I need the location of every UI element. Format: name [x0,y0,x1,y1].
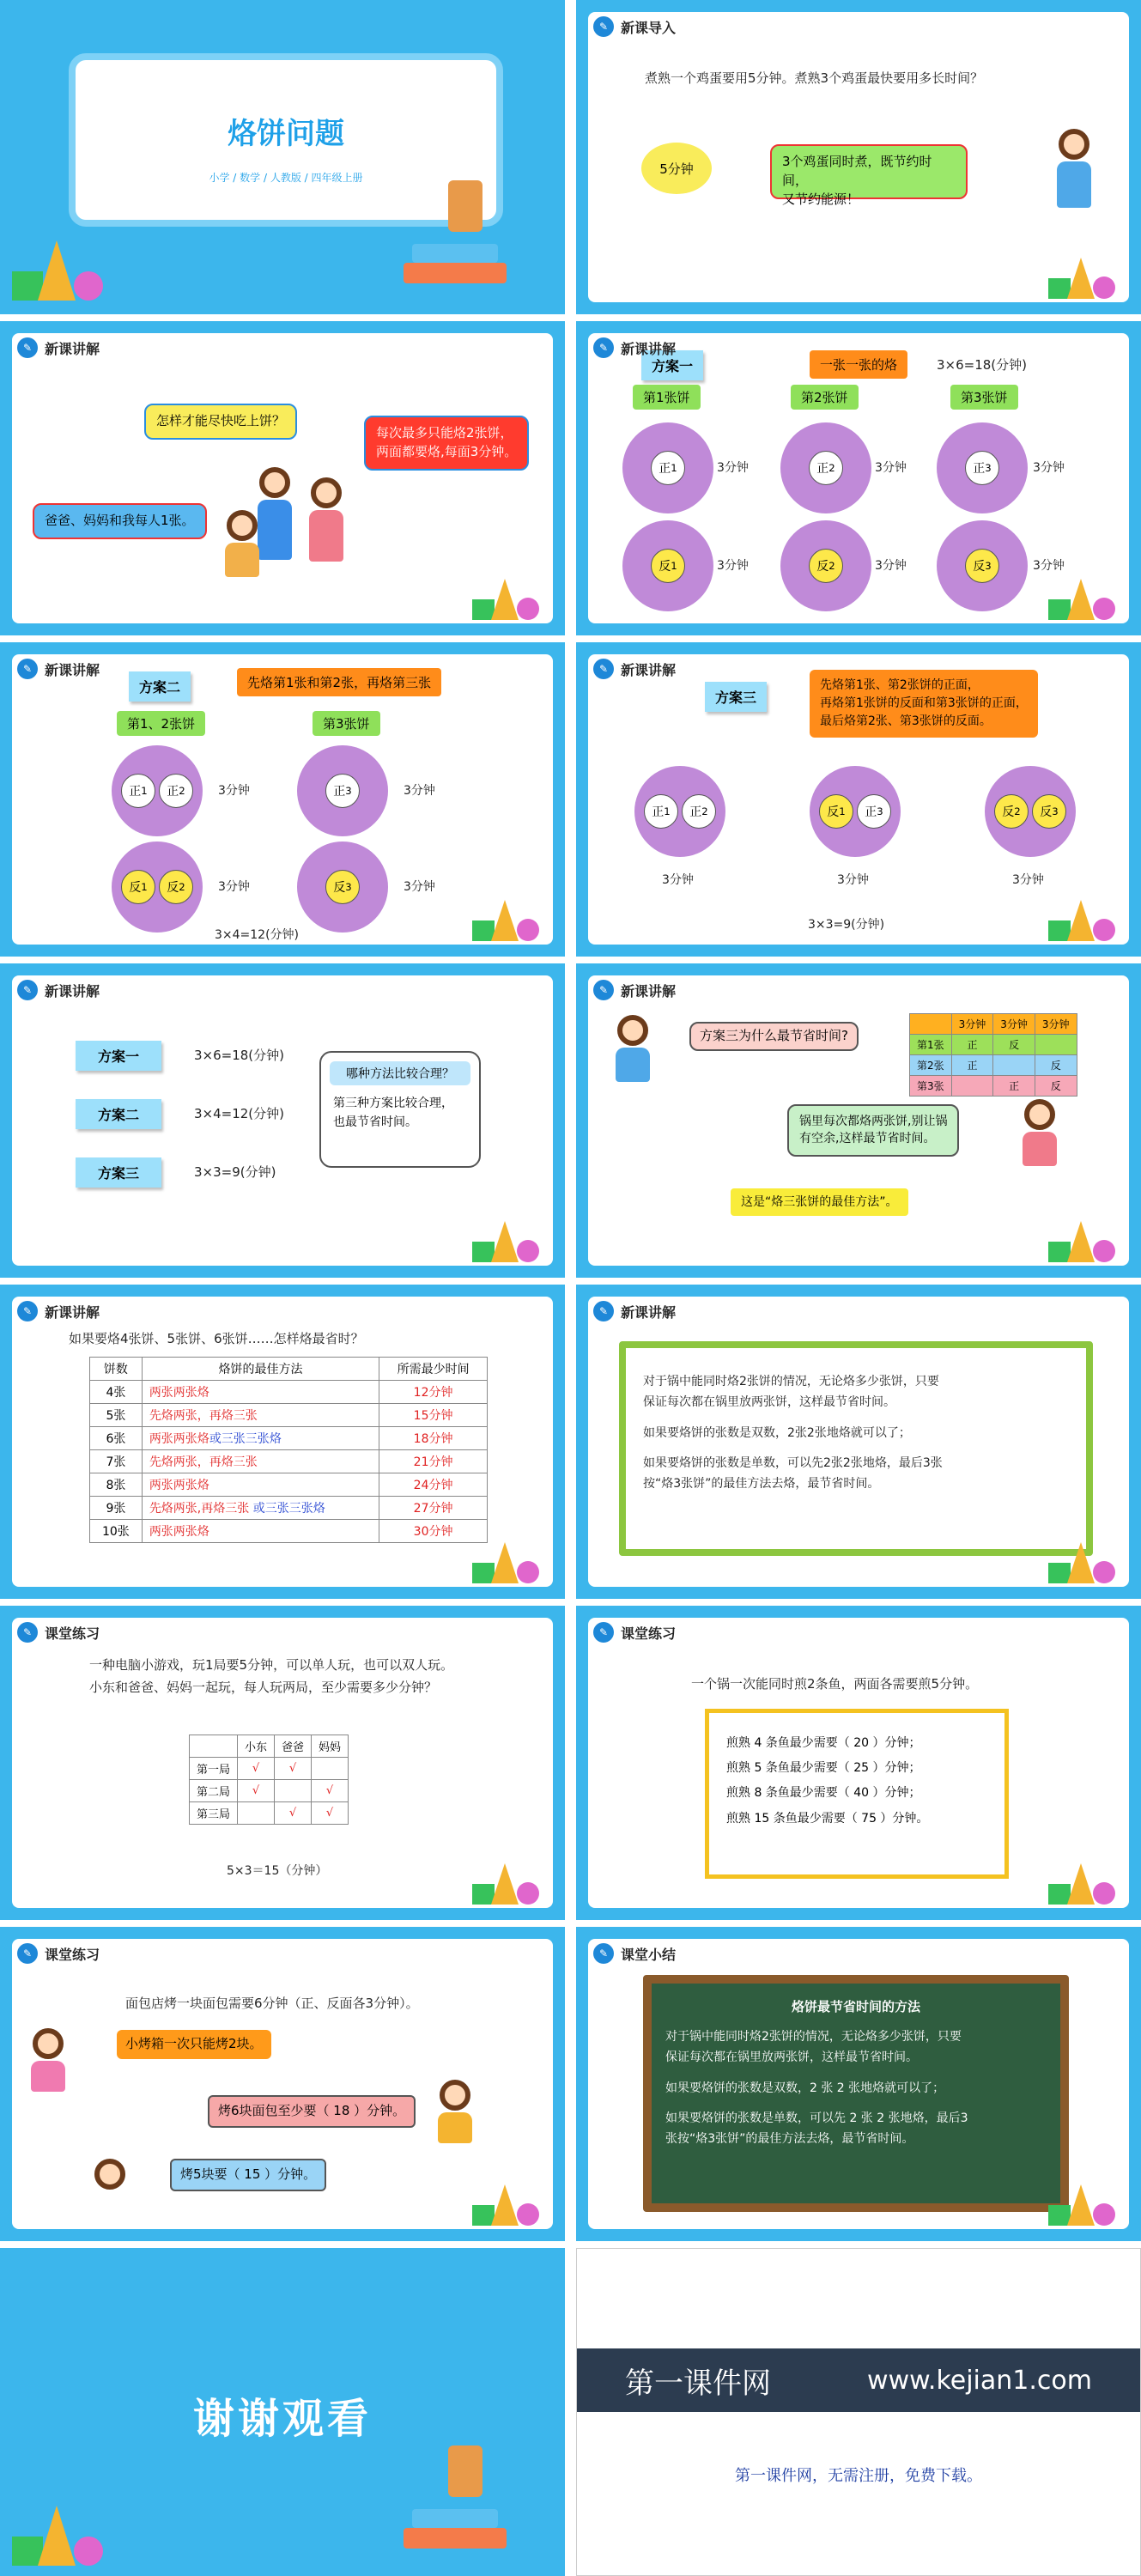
rule-line: 如果要烙饼的张数是单数，可以先2张2张地烙，最后3张 [643,1456,943,1471]
table-header-row: 3分钟 3分钟 3分钟 [910,1014,1077,1035]
slide-plan-3 [576,642,1141,957]
family-bubble: 爸爸、妈妈和我每人1张。 [33,503,207,539]
child-figure [225,510,259,577]
slide-header [588,12,676,41]
pancake: 正 3 [325,774,360,808]
slide-pattern-table [0,1285,565,1599]
chalk-line: 对于锅中能同时烙2张饼的情况，无论烙多少张饼，只要 [665,2030,962,2044]
header-label: 新课讲解 [45,1303,100,1321]
shapes-deco [1048,896,1117,941]
time-label: 3分钟 [218,880,250,894]
slide-header [588,333,676,362]
shapes-deco [1048,1860,1117,1905]
girl-figure [616,1015,650,1082]
slide-header [588,654,676,683]
pan-1-back [622,520,713,611]
problem-text: 面包店烤一块面包需要6分钟（正、反面各3分钟）。 [125,1996,419,2011]
chalk-line: 张按“烙3张饼”的最佳方法去烙，最节省时间。 [665,2132,914,2147]
slide-header [12,333,100,362]
pancake: 反 1 [121,870,155,904]
time-label: 3分钟 [404,784,435,798]
brand-footer: 第一课件网，无需注册，免费下载。 [735,2467,982,2485]
shapes-deco [1048,1539,1117,1583]
books-illustration [395,2445,524,2549]
shapes-deco [472,2181,541,2226]
shapes-deco [472,896,541,941]
answer-line-2: 有空余,这样最节省时间。 [799,1132,936,1146]
pancake: 正 1 [644,794,678,829]
answer-bubble-2: 烤5块要（ 15 ）分钟。 [170,2159,326,2191]
header-label: 课堂小结 [621,1946,677,1963]
table-header-row: 小东 爸爸 妈妈 [190,1735,349,1758]
table-row: 第1张 正 反 [910,1035,1077,1055]
chalkboard [643,1975,1069,2212]
pan-3-back [297,841,388,933]
badge-icon: ✎ [593,16,614,37]
plan-1-tag: 方案一 [76,1041,161,1071]
slide-summary-rule [576,1285,1141,1599]
slide-brand [576,2248,1141,2576]
table-row: 第二局 √ √ [190,1780,349,1802]
chalk-line: 如果要烙饼的张数是单数，可以先 2 张 2 张地烙，最后3 [665,2111,968,2126]
answer-line: 煎熟 15 条鱼最少需要（ 75 ）分钟。 [726,1811,929,1826]
shapes-deco [472,575,541,620]
badge-icon: ✎ [17,1943,38,1964]
header-label: 课堂练习 [45,1946,100,1963]
badge-icon: ✎ [593,1622,614,1643]
page-title: 烙饼问题 [228,117,344,151]
slide-header [12,1618,100,1647]
conclusion-question: 哪种方法比较合理？ [330,1061,470,1085]
answer-line-1: 锅里每次都烙两张饼,别让锅 [799,1115,948,1128]
method-tag: 先烙第1张和第2张，再烙第三张 [237,668,441,696]
chalk-line: 保证每次都在锅里放两张饼，这样最节省时间。 [665,2050,918,2064]
slide-compare [0,963,565,1278]
formula: 3×6=18(分钟) [937,357,1028,373]
books-illustration [395,180,524,283]
slide-plan-1 [576,321,1141,635]
shapes-deco [1048,1218,1117,1262]
plan-3-formula: 3×3=9(分钟) [194,1164,276,1180]
question-bubble: 方案三为什么最节省时间? [689,1022,859,1051]
slide-header [588,975,676,1005]
pan-3-back [937,520,1028,611]
slide-header [588,1297,676,1326]
tip-line-2: 又节约能源！ [782,191,860,207]
tip-line-1: 3个鸡蛋同时煮，既节约时间， [782,154,932,188]
problem-text: 一个锅一次能同时煎2条鱼，两面各需要煎5分钟。 [691,1676,979,1692]
pancake: 正 2 [682,794,716,829]
conclusion-box [319,1051,481,1168]
schedule-table [909,1013,1077,1097]
formula: 5×3＝15（分钟） [227,1864,328,1878]
table-row: 第一局 √ √ [190,1758,349,1780]
shapes-deco [1048,254,1117,299]
pan-2-back [780,520,871,611]
answer-bubble [787,1104,959,1157]
slide-header [12,1297,100,1326]
shapes-deco [12,2497,106,2566]
formula: 3×3=9(分钟) [808,918,885,932]
plan-tag: 方案三 [705,682,767,712]
conclusion-line-2: 也最节省时间。 [333,1115,417,1130]
brand-name: 第一课件网 [625,2366,772,2401]
girl-thinking-figure [438,2080,472,2143]
step-3-pan [985,766,1076,857]
slide-plan-2 [0,642,565,957]
method-line-1: 先烙第1张、第2张饼的正面， [820,678,980,692]
plan-2-formula: 3×4=12(分钟) [194,1106,285,1121]
slide-thanks [0,2248,565,2576]
chalkboard-title: 烙饼最节省时间的方法 [791,1999,920,2014]
question-text: 煮熟一个鸡蛋要用5分钟。煮熟3个鸡蛋最快要用多长时间？ [645,70,984,86]
time-label: 3分钟 [404,880,435,894]
bamboo-frame [619,1341,1093,1556]
badge-icon: ✎ [593,1943,614,1964]
pancake: 正 1 [651,451,685,485]
answer-bubble-1: 烤6块面包至少要（ 18 ）分钟。 [208,2095,416,2128]
pancake-2-label: 第2张饼 [791,385,859,410]
slide-practice-2 [576,1606,1141,1920]
slide-practice-3 [0,1927,565,2241]
header-label: 新课讲解 [621,982,677,999]
pancake: 反 1 [651,549,685,583]
answer-cloud: 5分钟 [641,143,712,194]
badge-icon: ✎ [17,659,38,679]
question-bubble: 怎样才能尽快吃上饼？ [144,404,297,440]
formula: 3×4=12(分钟) [215,928,300,942]
pan-1-2-front [112,745,203,836]
rule-text [643,1372,943,1495]
time-label: 3分钟 [717,559,749,573]
time-label: 3分钟 [717,461,749,475]
badge-icon: ✎ [17,337,38,358]
pancake: 反 3 [325,870,360,904]
header-label: 新课讲解 [45,661,100,678]
time-label: 3分钟 [662,873,694,887]
pan-1-2-back [112,841,203,933]
time-label: 3分钟 [1012,873,1044,887]
teacher-figure [1057,129,1091,208]
rule-line-1: 每次最多只能烙2张饼， [376,425,513,440]
header-label: 新课讲解 [45,340,100,357]
rule-bubble [364,416,529,471]
slide-summary [576,1927,1141,2241]
slide-intro [576,0,1141,314]
pan-3-front [937,422,1028,513]
time-label: 3分钟 [218,784,250,798]
pancake: 反 1 [819,794,853,829]
time-label: 3分钟 [837,873,869,887]
pancake: 正 3 [965,451,999,485]
header-label: 新课讲解 [621,661,677,678]
time-label: 3分钟 [875,559,907,573]
shapes-deco [12,232,106,301]
slide-lesson-1 [0,321,565,635]
table-row: 10张 两张两张烙 30分钟 [90,1520,488,1543]
tip-bubble [770,144,968,207]
table-row: 第2张 正 反 [910,1055,1077,1076]
brand-url[interactable]: www.kejian1.com [867,2365,1092,2396]
slide-header [12,654,100,683]
step-1-pan [634,766,725,857]
slide-header [588,1939,676,1968]
pancake: 反 3 [1032,794,1066,829]
table-row: 6张 两张两张烙或三张三张烙 18分钟 [90,1427,488,1450]
time-label: 3分钟 [875,461,907,475]
slide-title [0,0,565,314]
slide-header [12,975,100,1005]
plan-3-tag: 方案三 [76,1157,161,1188]
table-row: 第3张 正 反 [910,1076,1077,1097]
table-row: 4张 两张两张烙 12分钟 [90,1381,488,1404]
answer-line: 煎熟 8 条鱼最少需要（ 40 ）分钟； [726,1786,921,1801]
answer-line: 煎熟 5 条鱼最少需要（ 25 ）分钟； [726,1761,921,1776]
time-label: 3分钟 [1033,559,1065,573]
conclusion-line-1: 第三种方案比较合理， [333,1097,453,1110]
pancake: 反 3 [965,549,999,583]
rule-line: 保证每次都在锅里放两张饼，这样最节省时间。 [643,1394,895,1409]
father-figure [258,467,292,560]
pancake: 反 2 [809,549,843,583]
best-method-banner: 这是“烙三张饼的最佳方法”。 [731,1188,908,1216]
plan-tag: 方案一 [641,350,703,380]
pan-1-front [622,422,713,513]
boy-lying-figure [94,2159,125,2190]
plan-2-tag: 方案二 [76,1099,161,1129]
chalk-line: 如果要烙饼的张数是双数，2 张 2 张地烙就可以了； [665,2081,945,2095]
thanks-text: 谢谢观看 [192,2395,372,2443]
step-2-pan [810,766,901,857]
badge-icon: ✎ [17,1622,38,1643]
girl-figure-2 [1023,1099,1057,1166]
badge-icon: ✎ [593,980,614,1000]
shapes-deco [472,1860,541,1905]
brand-banner [577,2348,1140,2412]
conclusion-text [333,1094,467,1133]
pancake-3-label: 第3张饼 [950,385,1018,410]
table-row: 第三局 √ √ [190,1802,349,1825]
plan-tag: 方案二 [129,671,191,702]
method-line-2: 再烙第1张饼的反面和第3张饼的正面， [820,696,1028,710]
rule-line: 对于锅中能同时烙2张饼的情况，无论烙多少张饼，只要 [643,1375,939,1388]
pancake: 正 2 [159,774,193,808]
slide-practice-1 [0,1606,565,1920]
answer-line: 煎熟 4 条鱼最少需要（ 20 ）分钟； [726,1736,921,1750]
girl-reading-figure [31,2028,65,2092]
slide-why [576,963,1141,1278]
pancake: 正 2 [809,451,843,485]
table-row: 8张 两张两张烙 24分钟 [90,1473,488,1497]
badge-icon: ✎ [593,659,614,679]
plan-1-formula: 3×6=18(分钟) [194,1048,285,1063]
pancake: 反 2 [159,870,193,904]
pancake: 正 3 [857,794,891,829]
badge-icon: ✎ [593,337,614,358]
time-label: 3分钟 [1033,461,1065,475]
header-label: 课堂练习 [45,1625,100,1642]
table-header-row: 饼数 烙饼的最佳方法 所需最少时间 [90,1358,488,1381]
shapes-deco [472,1539,541,1583]
problem-line-1: 一种电脑小游戏，玩1局要5分钟，可以单人玩，也可以双人玩。 [89,1657,454,1673]
pancake-1-label: 第1张饼 [633,385,701,410]
pan-2-front [780,422,871,513]
pancake: 反 2 [994,794,1029,829]
rule-line: 按“烙3张饼”的最佳方法去烙，最节省时间。 [643,1477,880,1492]
subtitle: 小学 / 数学 / 人教版 / 四年级上册 [209,172,363,184]
pan-3-front [297,745,388,836]
pattern-table [89,1357,488,1543]
method-box [810,670,1038,738]
slide-header [588,1618,676,1647]
badge-icon: ✎ [17,980,38,1000]
shapes-deco [1048,575,1117,620]
rule-line: 如果要烙饼的张数是双数，2张2张地烙就可以了； [643,1425,911,1440]
shapes-deco [1048,2181,1117,2226]
method-tag: 一张一张的烙 [810,350,907,379]
rule-line-2: 两面都要烙,每面3分钟。 [376,443,518,459]
table-row: 5张 先烙两张，再烙三张 15分钟 [90,1404,488,1427]
badge-icon: ✎ [17,1301,38,1321]
problem-line-2: 小东和爸爸、妈妈一起玩，每人玩两局，至少需要多少分钟？ [89,1680,438,1695]
oven-bubble: 小烤箱一次只能烤2块。 [117,2030,271,2059]
pancake: 正 1 [121,774,155,808]
table-row: 9张 先烙两张,再烙三张 或三张三张烙 27分钟 [90,1497,488,1520]
question-text: 如果要烙4张饼、5张饼、6张饼……怎样烙最省时？ [69,1331,364,1346]
mother-figure [309,477,343,562]
pancake-3-label: 第3张饼 [313,711,380,736]
header-label: 新课导入 [621,19,677,36]
game-table [189,1735,349,1825]
method-line-3: 最后烙第2张、第3张饼的反面。 [820,714,992,728]
header-label: 新课讲解 [621,1303,677,1321]
badge-icon: ✎ [593,1301,614,1321]
header-label: 课堂练习 [621,1625,677,1642]
answer-box [705,1709,1009,1879]
shapes-deco [472,1218,541,1262]
header-label: 新课讲解 [621,340,677,357]
slide-header [12,1939,100,1968]
pancake-group-label: 第1、2张饼 [117,711,205,736]
table-row: 7张 先烙两张，再烙三张 21分钟 [90,1450,488,1473]
chalkboard-text [665,2027,1060,2150]
header-label: 新课讲解 [45,982,100,999]
